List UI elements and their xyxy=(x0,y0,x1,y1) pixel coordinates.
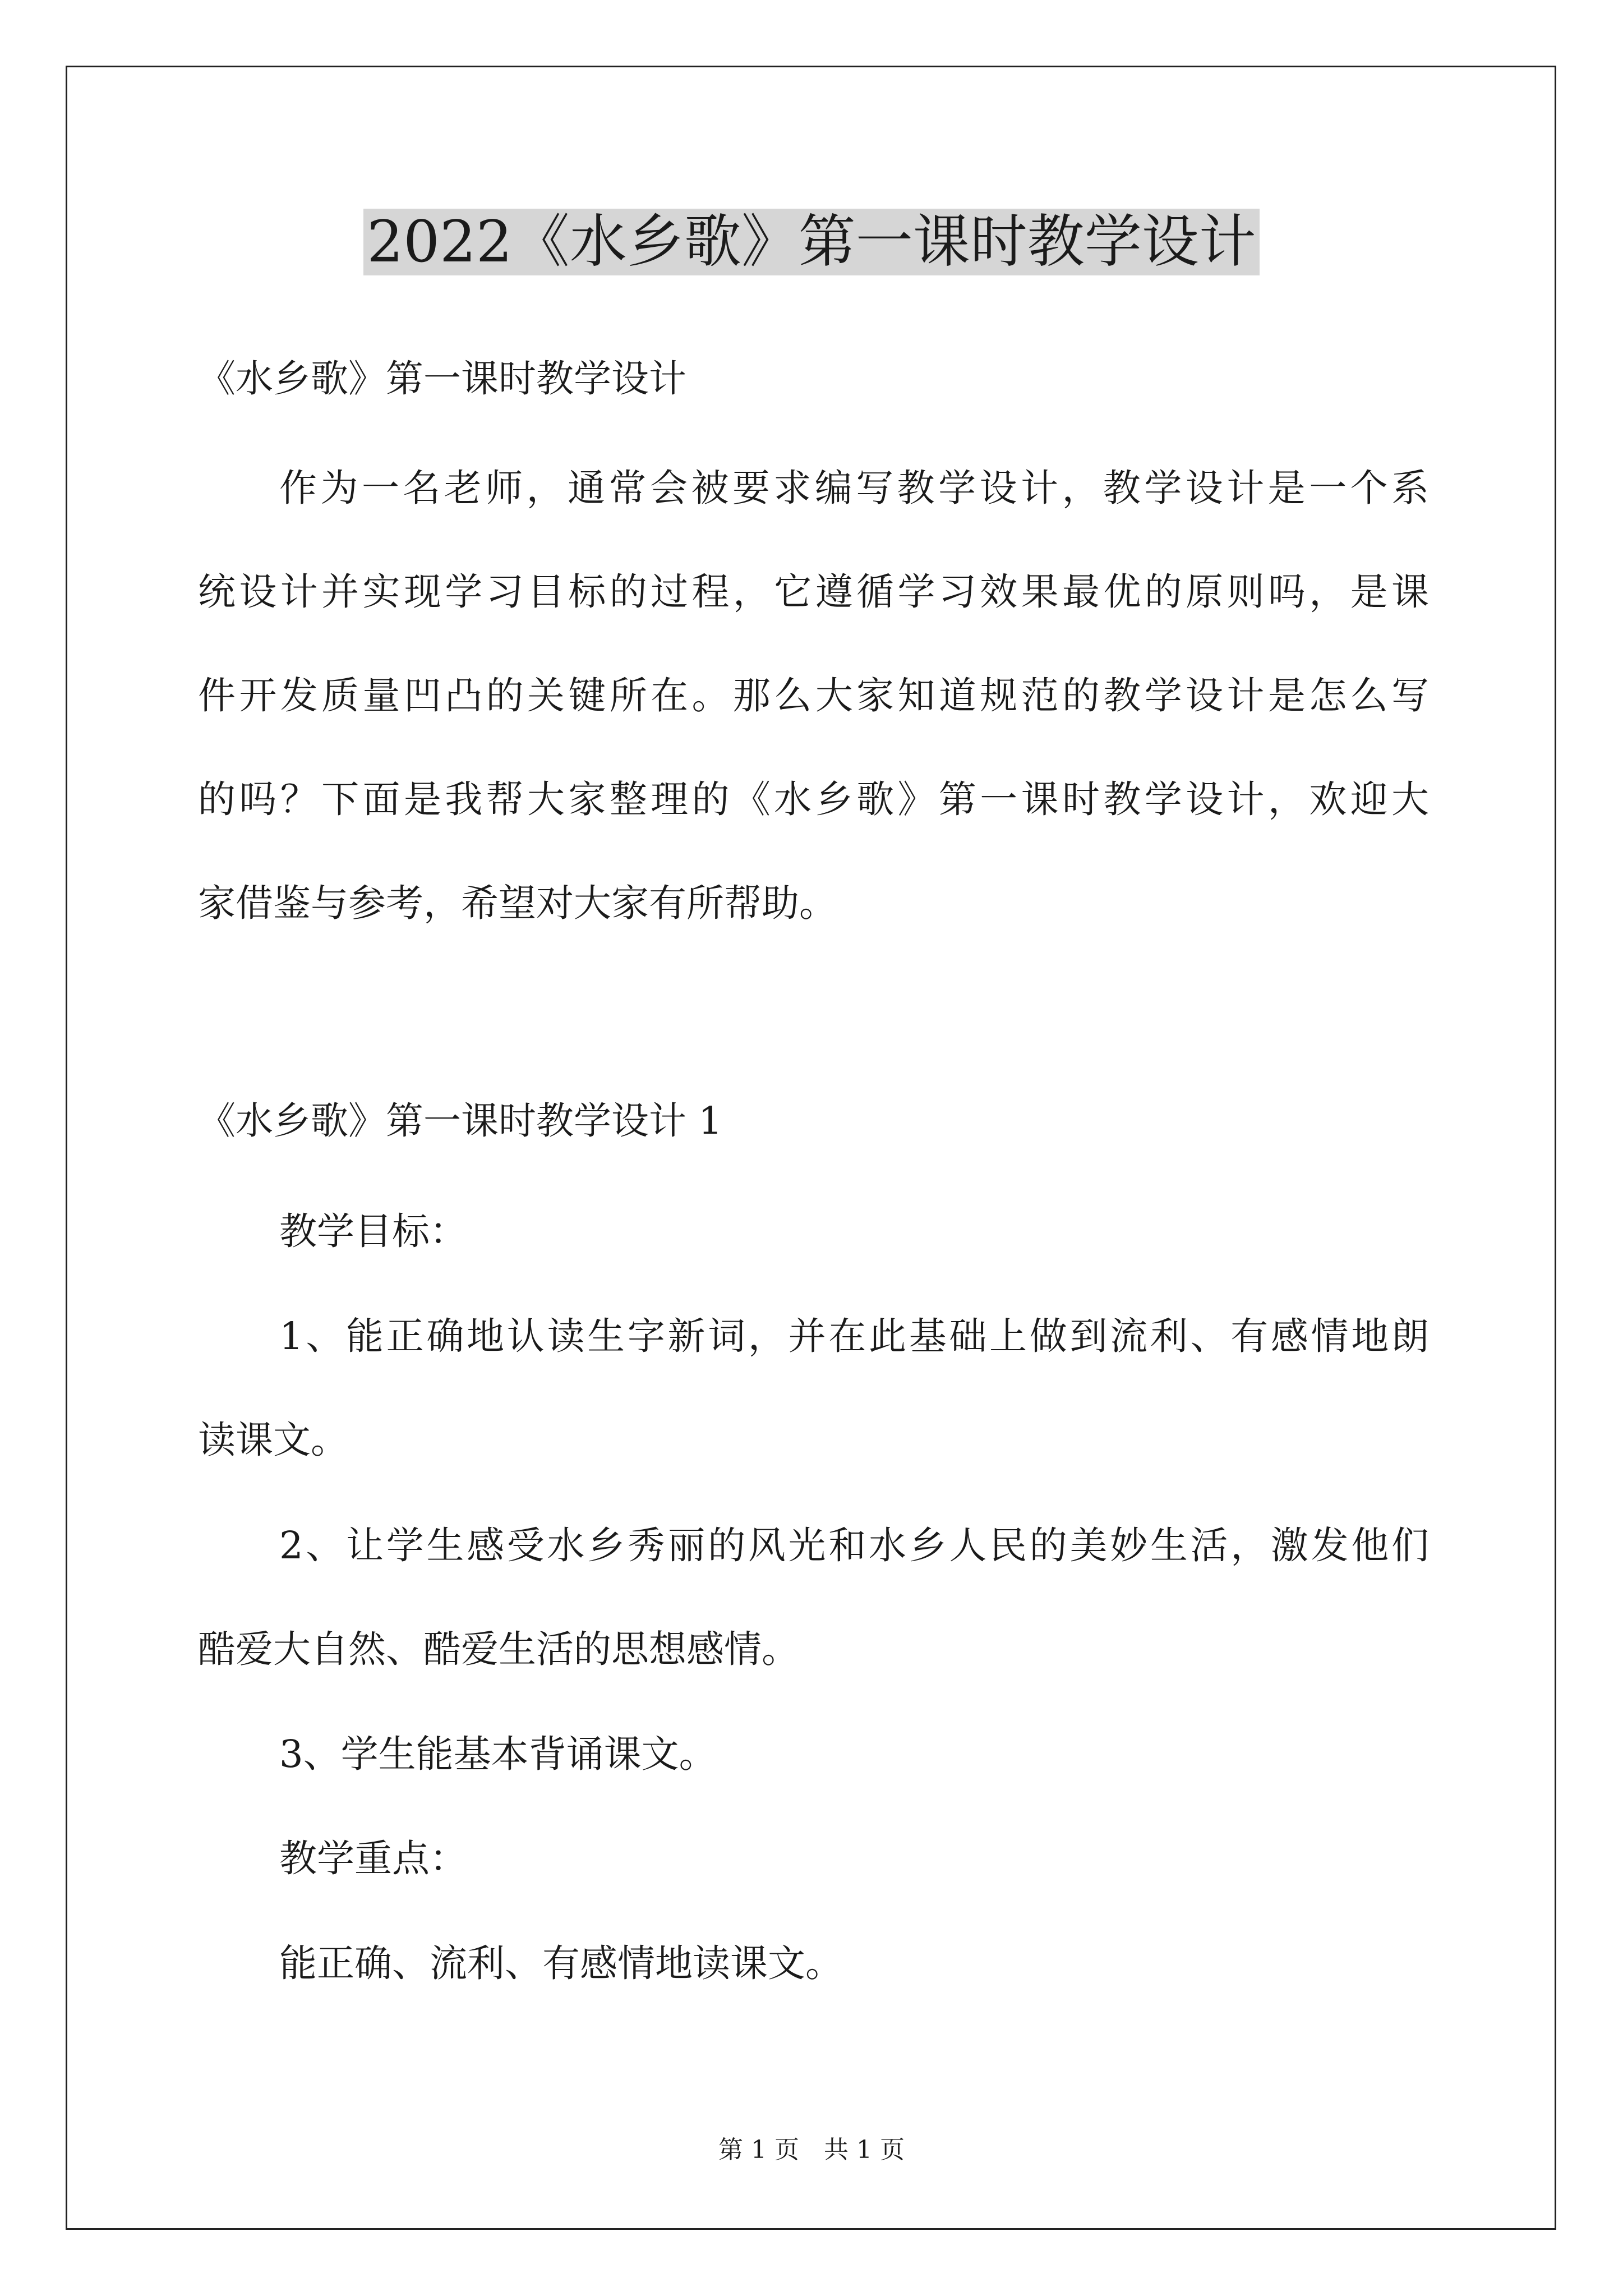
intro-line-4: 的吗？下面是我帮大家整理的《水乡歌》第一课时教学设计，欢迎大 xyxy=(198,777,1429,821)
page-footer: 第 1 页 共 1 页 xyxy=(718,2136,905,2164)
intro-line-2: 统设计并实现学习目标的过程，它遵循学习效果最优的原则吗，是课 xyxy=(198,570,1429,614)
section-heading: 《水乡歌》第一课时教学设计 1 xyxy=(198,1099,722,1143)
goal-3: 3、学生能基本背诵课文。 xyxy=(279,1732,717,1776)
goal-2-line-1: 2、让学生感受水乡秀丽的风光和水乡人民的美妙生活，激发他们 xyxy=(279,1524,1429,1567)
goal-1-line-2: 读课文。 xyxy=(198,1418,348,1462)
intro-line-5: 家借鉴与参考，希望对大家有所帮助。 xyxy=(198,881,837,925)
focus-text: 能正确、流利、有感情地读课文。 xyxy=(279,1941,843,1985)
goal-1-line-1: 1、能正确地认读生字新词，并在此基础上做到流利、有感情地朗 xyxy=(279,1314,1429,1358)
document-title-text: 2022《水乡歌》第一课时教学设计 xyxy=(363,209,1260,275)
subtitle: 《水乡歌》第一课时教学设计 xyxy=(198,357,686,401)
focus-heading: 教学重点： xyxy=(279,1837,467,1880)
goals-heading: 教学目标： xyxy=(279,1209,467,1253)
intro-line-1: 作为一名老师，通常会被要求编写教学设计，教学设计是一个系 xyxy=(279,466,1429,510)
intro-line-3: 件开发质量凹凸的关键所在。那么大家知道规范的教学设计是怎么写 xyxy=(198,674,1429,717)
goal-2-line-2: 酷爱大自然、酷爱生活的思想感情。 xyxy=(198,1627,799,1671)
document-title xyxy=(0,203,1623,282)
